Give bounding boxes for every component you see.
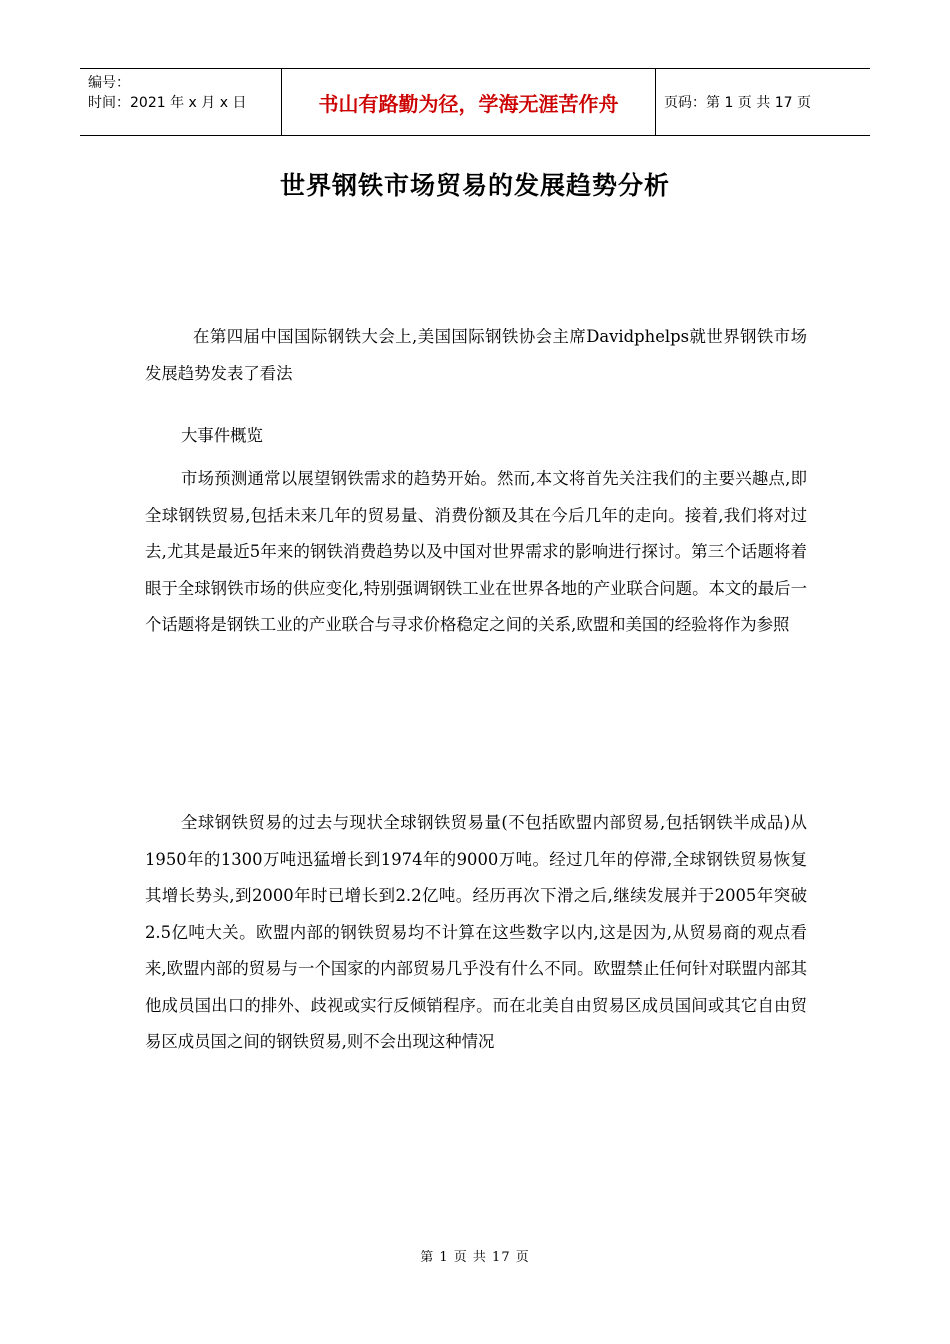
overview-heading: 大事件概览 [181, 426, 263, 445]
market-paragraph: 市场预测通常以展望钢铁需求的趋势开始。然而,本文将首先关注我们的主要兴趣点,即全球钢铁贸易,包括未来几年的贸易量、消费份额及其在今后几年的走向。接着,我们将对过去,尤其是最近5年来的钢铁消费趋势以及中国对世界需求的影响进行探讨。第三个话题将着眼于全球钢铁市场的供应变化,特别强调钢铁工业在世界各地的产业联合问题。本文的最后一个话题将是钢铁工业的产业联合与寻求价格稳定之间的关系,欧盟和美国的经验将作为参照 [145, 469, 807, 634]
header-motto: 书山有路勤为径，学海无涯苦作舟 [281, 69, 656, 135]
header-page-info: 页码：第 1 页 共 17 页 [664, 95, 811, 111]
document-number-label: 编号： [88, 75, 130, 91]
document-title: 世界钢铁市场贸易的发展趋势分析 [279, 171, 670, 200]
intro-paragraph: 在第四届中国国际钢铁大会上,美国国际钢铁协会主席Davidphelps就世界钢铁市场发展趋势发表了看法 [145, 327, 807, 383]
header-table [80, 68, 870, 136]
trade-paragraph: 全球钢铁贸易的过去与现状全球钢铁贸易量(不包括欧盟内部贸易,包括钢铁半成品)从1950年的1300万吨迅猛增长到1974年的9000万吨。经过几年的停滞,全球钢铁贸易恢复其增长势头,到2000年时已增长到2.2亿吨。经历再次下滑之后,继续发展并于2005年突破2.5亿吨大关。欧盟内部的钢铁贸易均不计算在这些数字以内,这是因为,从贸易商的观点看来,欧盟内部的贸易与一个国家的内部贸易几乎没有什么不同。欧盟禁止任何针对联盟内部其他成员国出口的排外、歧视或实行反倾销程序。而在北美自由贸易区成员国间或其它自由贸易区成员国之间的钢铁贸易,则不会出现这种情况 [145, 813, 807, 1051]
header-meta [80, 69, 281, 135]
page-footer: 第 1 页 共 17 页 [420, 1250, 530, 1265]
document-date-label: 时间：2021 年 x 月 x 日 [88, 95, 247, 111]
